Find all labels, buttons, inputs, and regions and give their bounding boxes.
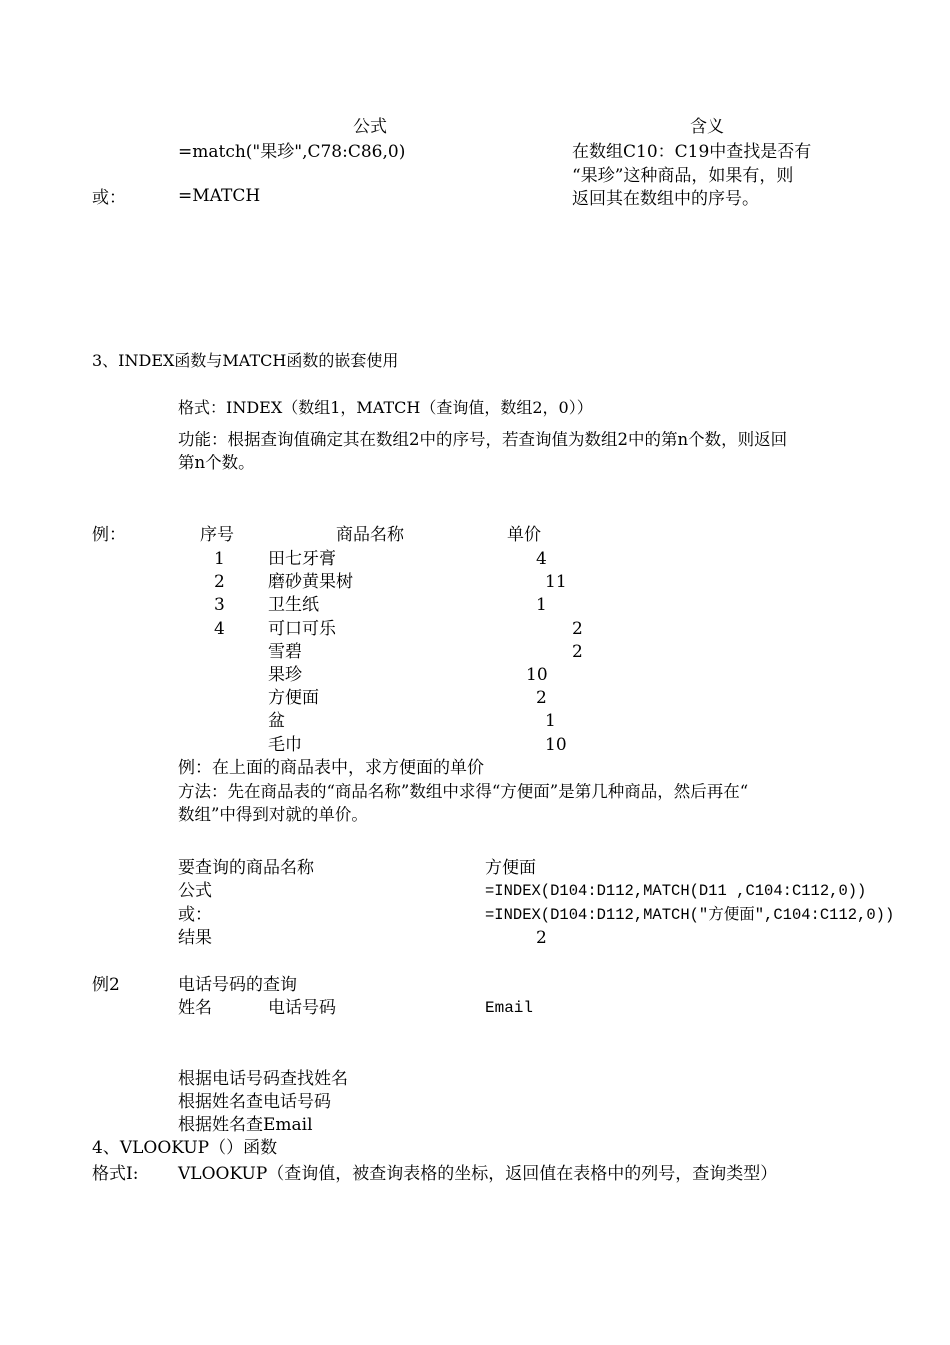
section3-format: 格式：INDEX（数组1，MATCH（查询值，数组2，0）） (178, 398, 593, 417)
section3-function-line-1: 功能：根据查询值确定其在数组2中的序号，若查询值为数组2中的第n个数，则返回 (178, 430, 788, 449)
col-name: 姓名 (178, 998, 212, 1018)
result-label: 结果 (178, 928, 212, 948)
row-seq: 2 (214, 572, 225, 592)
row-name: 果珍 (268, 665, 302, 685)
col-header-name: 商品名称 (336, 525, 404, 545)
example2-item-3: 根据姓名查Email (178, 1115, 313, 1135)
query-label: 要查询的商品名称 (178, 858, 314, 878)
section4-format-text: VLOOKUP（查询值，被查询表格的坐标，返回值在表格中的列号，查询类型） (178, 1164, 778, 1184)
example2-label: 例2 (92, 975, 120, 995)
row-price: 11 (545, 572, 567, 592)
col-header-seq: 序号 (200, 525, 234, 545)
formula-match-2: =MATCH (178, 186, 261, 206)
col-phone: 电话号码 (268, 998, 336, 1018)
example1-method-line-2: 数组”中得到对就的单价。 (178, 805, 368, 824)
row-name: 雪碧 (268, 642, 302, 662)
row-name: 盆 (268, 711, 285, 731)
row-name: 卫生纸 (268, 595, 319, 615)
section4-title: 4、VLOOKUP（）函数 (92, 1138, 278, 1158)
row-name: 方便面 (268, 688, 319, 708)
meaning-line-3: 返回其在数组中的序号。 (572, 189, 759, 209)
formula-label: 公式 (178, 881, 212, 901)
col-email: Email (485, 999, 534, 1017)
header-meaning: 含义 (690, 117, 724, 137)
example1-task: 例：在上面的商品表中，求方便面的单价 (178, 758, 484, 778)
row-price: 1 (536, 595, 547, 615)
row-price: 2 (572, 642, 583, 662)
query-value: 方便面 (485, 858, 536, 878)
row-price: 1 (545, 711, 556, 731)
col-header-price: 单价 (507, 525, 541, 545)
example2-item-1: 根据电话号码查找姓名 (178, 1069, 348, 1089)
meaning-line-2: “果珍”这种商品，如果有，则 (572, 166, 794, 186)
row-seq: 3 (214, 595, 225, 615)
example2-title: 电话号码的查询 (178, 975, 297, 995)
example1-method-line-1: 方法：先在商品表的“商品名称”数组中求得“方便面”是第几种商品，然后再在“ (178, 782, 749, 801)
header-formula: 公式 (353, 117, 387, 137)
row-price: 2 (572, 619, 583, 639)
or-formula-label: 或： (178, 905, 212, 925)
result-value: 2 (536, 928, 547, 948)
or-label: 或： (92, 188, 126, 208)
row-price: 10 (545, 735, 567, 755)
row-price: 10 (526, 665, 548, 685)
row-name: 可口可乐 (268, 619, 336, 639)
section3-title: 3、INDEX函数与MATCH函数的嵌套使用 (92, 351, 399, 370)
row-price: 2 (536, 688, 547, 708)
meaning-line-1: 在数组C10：C19中查找是否有 (572, 142, 812, 162)
row-price: 4 (536, 549, 547, 569)
row-seq: 4 (214, 619, 225, 639)
row-name: 田七牙膏 (268, 549, 336, 569)
example1-label: 例： (92, 525, 126, 545)
section3-function-line-2: 第n个数。 (178, 453, 255, 472)
section4-format-label: 格式I: (92, 1164, 139, 1184)
row-name: 磨砂黄果树 (268, 572, 353, 592)
formula-value: =INDEX(D104:D112,MATCH(D11 ,C104:C112,0)) (485, 882, 867, 900)
or-formula-value: =INDEX(D104:D112,MATCH("方便面",C104:C112,0)) (485, 906, 895, 924)
formula-match-1: =match("果珍",C78:C86,0) (178, 142, 406, 162)
example2-item-2: 根据姓名查电话号码 (178, 1092, 331, 1112)
row-seq: 1 (214, 549, 225, 569)
row-name: 毛巾 (268, 735, 302, 755)
